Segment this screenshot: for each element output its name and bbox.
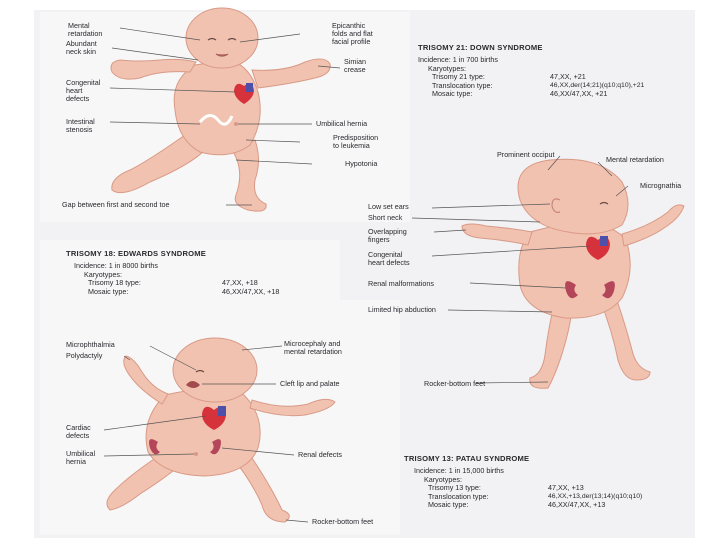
edwards-karyotype-value: 47,XX, +18: [222, 278, 258, 288]
down-baby-head: [186, 8, 258, 68]
edwards-label-hip: Limited hip abduction: [368, 305, 436, 314]
edwards-karyotype-value: 46,XX/47,XX, +18: [222, 286, 280, 296]
patau-baby-right-arm: [250, 399, 335, 415]
patau-label-cleft: Cleft lip and palate: [280, 379, 340, 388]
edwards-label-feet: Rocker-bottom feet: [424, 379, 486, 388]
edwards-leader-line: [448, 310, 552, 312]
patau-label-microphthalmia: Microphthalmia: [66, 340, 115, 349]
patau-label-hernia: Umbilical hernia: [66, 449, 96, 466]
down-info-block: [418, 43, 645, 98]
down-karyotype-name: Translocation type:: [432, 80, 493, 90]
edwards-heart-vessel: [600, 236, 608, 246]
patau-heart-vessel: [218, 406, 226, 416]
down-label-toe-gap: Gap between first and second toe: [62, 200, 170, 209]
down-karyotype-name: Trisomy 21 type:: [432, 72, 485, 82]
edwards-karyotypes-label: Karyotypes:: [84, 269, 122, 279]
edwards-label-micrognathia: Micrognathia: [640, 181, 682, 190]
patau-title: TRISOMY 13: PATAU SYNDROME: [404, 454, 530, 463]
down-karyotype-value: 47,XX, +21: [550, 72, 586, 82]
edwards-label-fingers: Overlapping fingers: [368, 227, 407, 244]
down-label-hernia: Umbilical hernia: [316, 119, 368, 128]
edwards-label-renal: Renal malformations: [368, 279, 434, 288]
patau-karyotype-value: 47,XX, +13: [548, 483, 584, 493]
patau-karyotype-name: Trisomy 13 type:: [428, 483, 481, 493]
edwards-incidence: Incidence: 1 in 8000 births: [74, 261, 158, 271]
down-heart-vessel: [246, 83, 253, 92]
down-incidence: Incidence: 1 in 700 births: [418, 55, 498, 65]
edwards-leader-line: [434, 230, 466, 232]
down-karyotype-value: 46,XX,der(14;21)(q10;q10),+21: [550, 81, 645, 89]
patau-baby-head: [173, 338, 257, 402]
patau-label-microcephaly: Microcephaly and mental retardation: [284, 339, 342, 356]
edwards-title: TRISOMY 18: EDWARDS SYNDROME: [66, 249, 207, 258]
down-label-simian: Simian crease: [344, 57, 366, 74]
patau-karyotype-value: 46,XX/47,XX, +13: [548, 500, 606, 509]
patau-label-cardiac: Cardiac defects: [66, 423, 91, 440]
down-label-epicanthic: Epicanthic folds and flat facial profile: [332, 21, 373, 46]
edwards-leader-line: [412, 218, 540, 222]
down-baby-illustration: [111, 8, 330, 211]
edwards-label-heart-defects: Congenital heart defects: [368, 250, 410, 267]
edwards-karyotype-row: [66, 286, 280, 296]
edwards-karyotype-name: Trisomy 18 type:: [88, 278, 141, 288]
down-baby-right-arm: [252, 59, 330, 88]
patau-label-polydactyly: Polydactyly: [66, 351, 103, 360]
down-umbilicus: [234, 122, 238, 126]
edwards-label-mental-retardation: Mental retardation: [606, 155, 664, 164]
edwards-baby-left-arm: [462, 224, 532, 245]
down-leader-line: [112, 48, 198, 60]
patau-karyotype-value: 46,XX,+13,der(13;14)(q10;q10): [548, 492, 643, 500]
patau-baby-illustration: [107, 338, 335, 522]
down-karyotypes-label: Karyotypes:: [428, 63, 466, 73]
down-baby-torso: [174, 60, 260, 155]
patau-umbilicus: [194, 452, 198, 456]
down-label-leukemia: Predisposition to leukemia: [333, 133, 379, 150]
patau-label-renal: Renal defects: [298, 450, 342, 459]
patau-karyotype-row: [404, 500, 606, 509]
patau-label-feet: Rocker-bottom feet: [312, 517, 374, 526]
patau-karyotype-name: Translocation type:: [428, 491, 489, 501]
edwards-label-ears: Low set ears: [368, 202, 409, 211]
right-margin: [700, 0, 720, 540]
edwards-info-block: [66, 249, 280, 296]
edwards-baby-illustration: [462, 159, 684, 388]
down-label-mental-retardation: Mental retardation: [68, 21, 103, 38]
edwards-baby-right-arm: [622, 205, 684, 246]
patau-leader-line: [286, 520, 308, 522]
down-title: TRISOMY 21: DOWN SYNDROME: [418, 43, 543, 52]
patau-leader-line: [242, 346, 282, 350]
edwards-karyotype-name: Mosaic type:: [88, 286, 129, 296]
edwards-baby-torso: [519, 222, 630, 318]
down-karyotype-row: [418, 89, 608, 98]
patau-karyotypes-label: Karyotypes:: [424, 474, 462, 484]
edwards-label-neck: Short neck: [368, 213, 403, 222]
patau-baby-left-arm: [124, 356, 168, 404]
down-karyotype-value: 46,XX/47,XX, +21: [550, 89, 608, 98]
patau-incidence: Incidence: 1 in 15,000 births: [414, 466, 504, 476]
down-label-heart-defects: Congenital heart defects: [66, 78, 101, 103]
edwards-baby-head: [518, 159, 628, 234]
down-label-intestinal: Intestinal stenosis: [66, 117, 95, 134]
edwards-karyotype-row: [66, 278, 258, 288]
edwards-label-occiput: Prominent occiput: [497, 150, 555, 159]
patau-karyotype-name: Mosaic type:: [428, 500, 469, 509]
down-karyotype-name: Mosaic type:: [432, 89, 473, 98]
down-label-neck-skin: Abundant neck skin: [66, 39, 97, 56]
patau-info-block: [404, 454, 643, 509]
down-label-hypotonia: Hypotonia: [345, 159, 378, 168]
